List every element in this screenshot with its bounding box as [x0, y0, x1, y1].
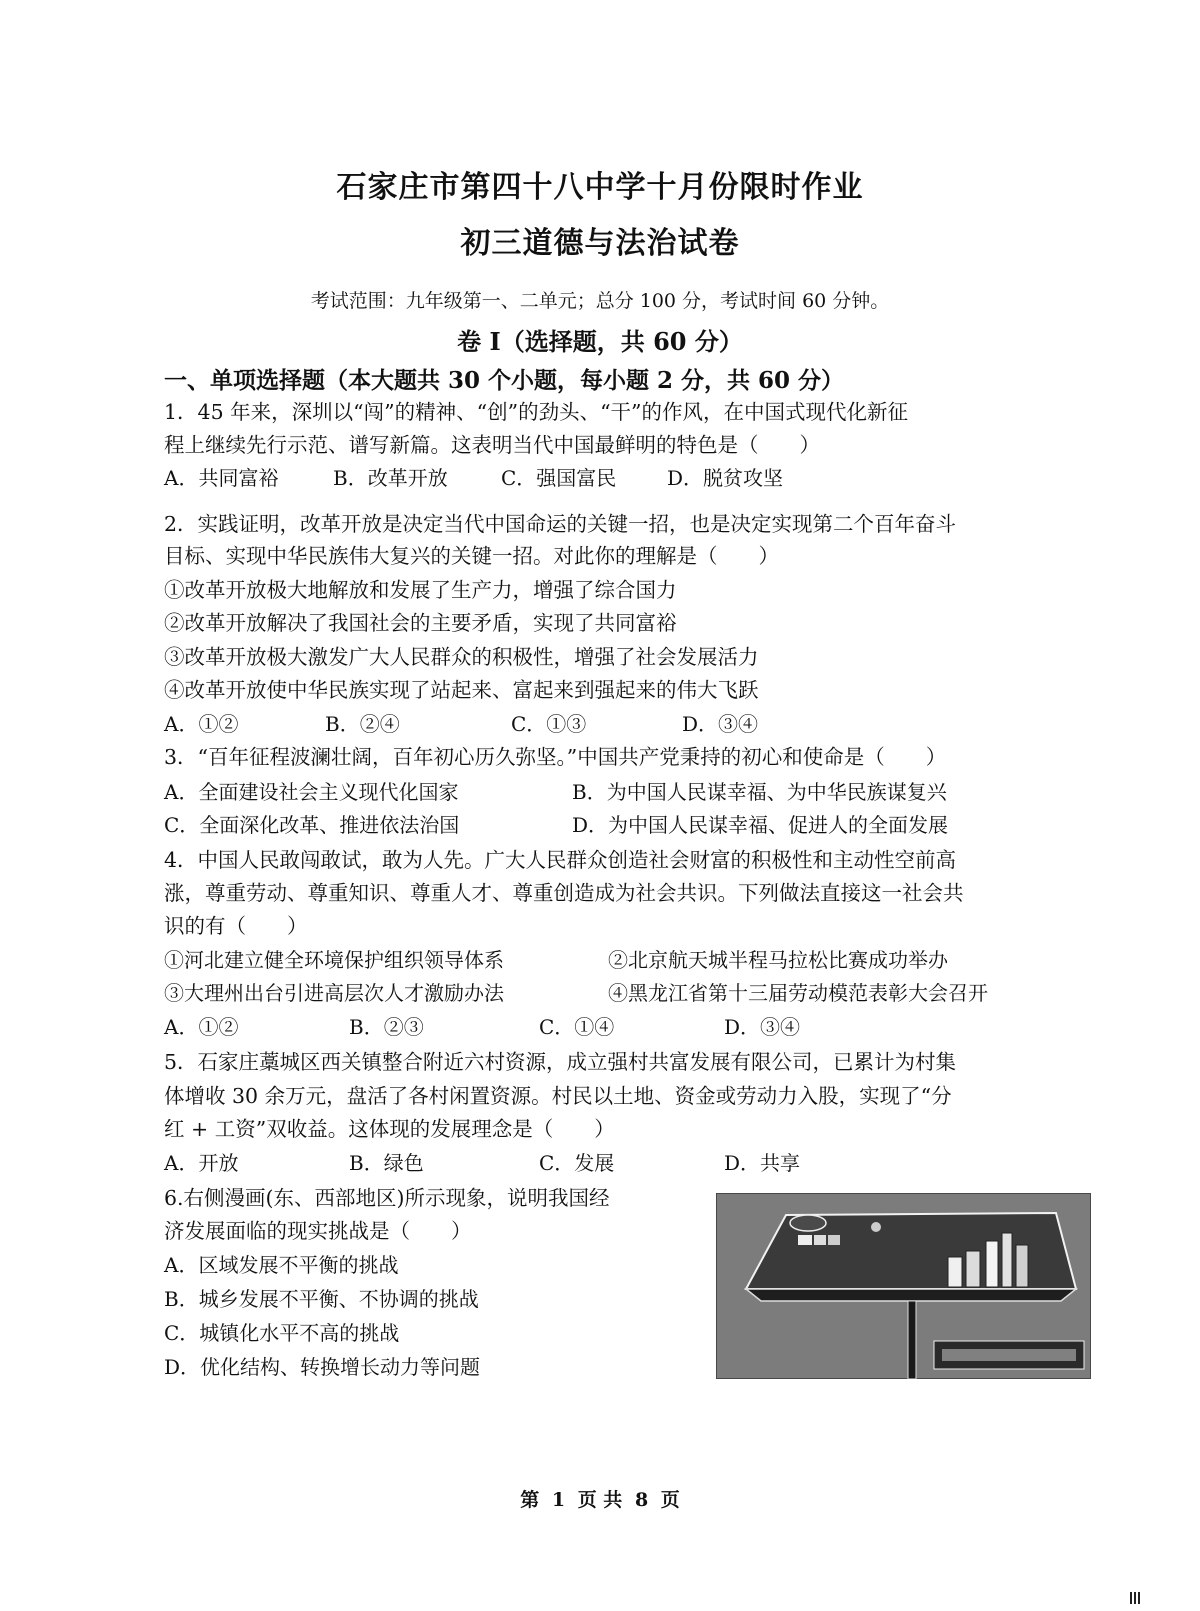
q3-stem: 3．“百年征程波澜壮阔，百年初心历久弥坚。”中国共产党秉持的初心和使命是（ ）	[164, 745, 947, 769]
q1-option-d[interactable]: D．脱贫攻坚	[667, 466, 784, 490]
q2-option-c[interactable]: C．①③	[511, 712, 587, 736]
juan-heading: 卷 I（选择题，共 60 分）	[457, 327, 743, 356]
exam-info: 考试范围：九年级第一、二单元；总分 100 分，考试时间 60 分钟。	[310, 290, 890, 312]
east-west-cartoon-image	[716, 1193, 1091, 1379]
q4-item-4: ④黑龙江省第十三届劳动模范表彰大会召开	[608, 981, 988, 1005]
q4-item-1: ①河北建立健全环境保护组织领导体系	[164, 948, 504, 972]
q1-option-b[interactable]: B．改革开放	[333, 466, 448, 490]
q3-option-d[interactable]: D．为中国人民谋幸福、促进人的全面发展	[572, 813, 949, 837]
q4-option-c[interactable]: C．①④	[539, 1015, 615, 1039]
q2-option-b[interactable]: B．②④	[325, 712, 400, 736]
q4-option-b[interactable]: B．②③	[349, 1015, 424, 1039]
q3-option-a[interactable]: A．全面建设社会主义现代化国家	[164, 780, 459, 804]
q6-stem-line1: 6.右侧漫画(东、西部地区)所示现象，说明我国经	[164, 1186, 610, 1210]
q5-stem-line1: 5．石家庄藁城区西关镇整合附近六村资源，成立强村共富发展有限公司，已累计为村集	[164, 1050, 957, 1074]
q4-stem-line2: 涨，尊重劳动、尊重知识、尊重人才、尊重创造成为社会共识。下列做法直接这一社会共	[164, 881, 964, 905]
q4-option-a[interactable]: A．①②	[164, 1015, 239, 1039]
q3-option-b[interactable]: B．为中国人民谋幸福、为中华民族谋复兴	[572, 780, 947, 804]
q4-item-3: ③大理州出台引进高层次人才激励办法	[164, 981, 504, 1005]
section-heading: 一、单项选择题（本大题共 30 个小题，每小题 2 分，共 60 分）	[164, 367, 845, 394]
footer-prefix: 第	[520, 1489, 540, 1511]
q5-stem-line3: 红 + 工资”双收益。这体现的发展理念是（ ）	[164, 1117, 615, 1141]
q2-stem-line2: 目标、实现中华民族伟大复兴的关键一招。对此你的理解是（ ）	[164, 544, 779, 568]
q6-option-a[interactable]: A．区域发展不平衡的挑战	[164, 1253, 399, 1277]
q1-stem-line2: 程上继续先行示范、谱写新篇。这表明当代中国最鲜明的特色是（ ）	[164, 433, 820, 457]
q4-stem-line1: 4．中国人民敢闯敢试，敢为人先。广大人民群众创造社会财富的积极性和主动性空前高	[164, 848, 957, 872]
q4-item-2: ②北京航天城半程马拉松比赛成功举办	[608, 948, 948, 972]
q2-option-d[interactable]: D．③④	[682, 712, 759, 736]
footer-total-pages: 8	[634, 1489, 649, 1511]
q2-option-a[interactable]: A．①②	[164, 712, 239, 736]
q6-option-c[interactable]: C．城镇化水平不高的挑战	[164, 1321, 400, 1345]
q5-option-a[interactable]: A．开放	[164, 1151, 239, 1175]
q6-option-b[interactable]: B．城乡发展不平衡、不协调的挑战	[164, 1287, 479, 1311]
footer-mid: 页 共	[577, 1489, 623, 1511]
q4-option-d[interactable]: D．③④	[724, 1015, 801, 1039]
q6-option-d[interactable]: D．优化结构、转换增长动力等问题	[164, 1355, 481, 1379]
q1-option-a[interactable]: A．共同富裕	[164, 466, 279, 490]
q5-option-c[interactable]: C．发展	[539, 1151, 615, 1175]
q2-stem-line1: 2．实践证明，改革开放是决定当代中国命运的关键一招，也是决定实现第二个百年奋斗	[164, 512, 957, 536]
q5-stem-line2: 体增收 30 余万元，盘活了各村闲置资源。村民以土地、资金或劳动力入股，实现了“分	[164, 1084, 952, 1108]
q3-option-c[interactable]: C．全面深化改革、推进依法治国	[164, 813, 460, 837]
page-title: 石家庄市第四十八中学十月份限时作业	[336, 170, 864, 205]
footer-page-number: 1	[551, 1489, 566, 1511]
q4-stem-line3: 识的有（ ）	[164, 914, 308, 938]
q2-item-4: ④改革开放使中华民族实现了站起来、富起来到强起来的伟大飞跃	[164, 678, 759, 702]
q1-stem-line1: 1．45 年来，深圳以“闯”的精神、“创”的劲头、“干”的作风，在中国式现代化新征	[164, 400, 909, 424]
q2-item-1: ①改革开放极大地解放和发展了生产力，增强了综合国力	[164, 578, 677, 602]
q6-stem-line2: 济发展面临的现实挑战是（ ）	[164, 1219, 472, 1243]
page-subtitle: 初三道德与法治试卷	[460, 226, 740, 261]
qr-code-icon	[1130, 1592, 1142, 1604]
q2-item-3: ③改革开放极大激发广大人民群众的积极性，增强了社会发展活力	[164, 645, 759, 669]
q1-option-c[interactable]: C．强国富民	[501, 466, 617, 490]
page-footer	[0, 1485, 1200, 1512]
q5-option-b[interactable]: B．绿色	[349, 1151, 424, 1175]
q5-option-d[interactable]: D．共享	[724, 1151, 801, 1175]
footer-suffix: 页	[660, 1489, 680, 1511]
q2-item-2: ②改革开放解决了我国社会的主要矛盾，实现了共同富裕	[164, 611, 677, 635]
